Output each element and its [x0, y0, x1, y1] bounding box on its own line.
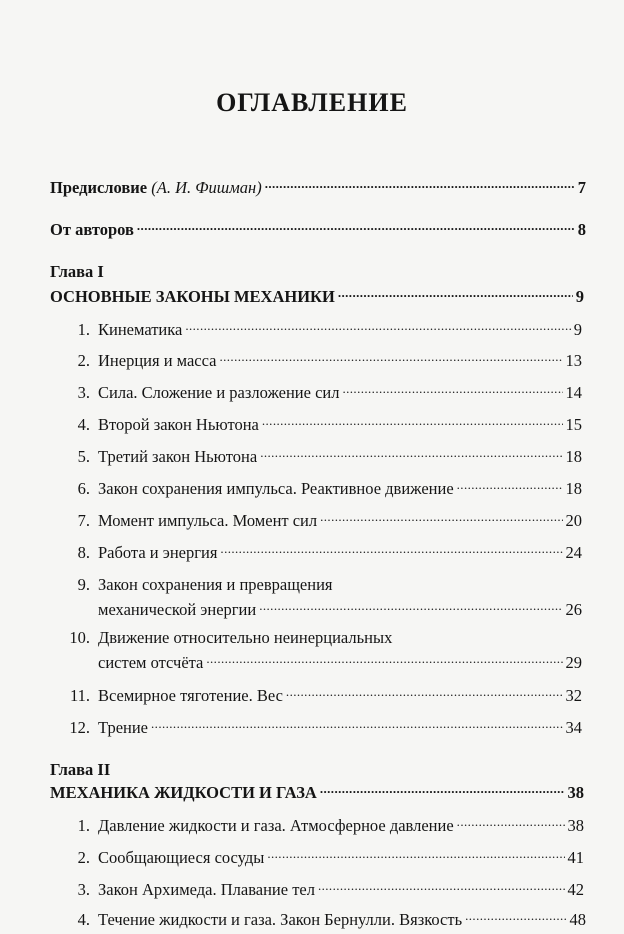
section-title-line1-wrap — [50, 575, 333, 594]
toc-page: 38 — [567, 816, 584, 835]
toc-page: 18 — [565, 447, 582, 466]
section-number: 8. — [77, 543, 90, 562]
leader-dots — [457, 475, 563, 494]
toc-entry-section[interactable] — [98, 596, 582, 619]
toc-page: 15 — [565, 415, 582, 434]
leader-dots — [320, 507, 562, 526]
section-number: 2. — [77, 848, 90, 867]
toc-page: 18 — [565, 479, 582, 498]
leader-dots — [219, 347, 562, 366]
page-title: ОГЛАВЛЕНИЕ — [216, 88, 408, 117]
toc-label: ОСНОВНЫЕ ЗАКОНЫ МЕХАНИКИ — [50, 287, 335, 306]
section-title: Третий закон Ньютона — [98, 447, 258, 466]
toc-label: МЕХАНИКА ЖИДКОСТИ И ГАЗА — [50, 783, 317, 802]
toc-page: 7 — [577, 178, 586, 197]
toc-entry-section[interactable] — [50, 714, 582, 737]
toc-page: 48 — [569, 910, 586, 929]
toc-label: От авторов — [50, 220, 134, 239]
leader-dots — [286, 682, 563, 701]
leader-dots — [465, 906, 566, 925]
toc-page: 26 — [565, 600, 582, 619]
leader-dots — [318, 876, 565, 895]
toc-entry-chapter-1[interactable] — [50, 283, 584, 306]
section-number: 4. — [77, 415, 90, 434]
section-title: Течение жидкости и газа. Закон Бернулли. Вязкость — [98, 910, 463, 929]
toc-label: Предисловие — [50, 178, 148, 197]
leader-dots — [262, 411, 563, 430]
toc-entry-section[interactable] — [50, 316, 582, 339]
toc-page: 32 — [565, 686, 582, 705]
section-number: 10. — [69, 628, 90, 647]
section-title: Момент импульса. Момент сил — [98, 511, 318, 530]
toc-page: 14 — [565, 383, 582, 402]
leader-dots — [260, 443, 562, 462]
toc-entry-section[interactable] — [50, 539, 582, 562]
chapter-label: Глава II — [50, 760, 111, 779]
toc-author: (А. И. Фишман) — [151, 178, 262, 197]
section-number: 9. — [77, 575, 90, 594]
section-title: Давление жидкости и газа. Атмосферное давление — [98, 816, 454, 835]
section-number: 7. — [77, 511, 90, 530]
toc-entry-section[interactable] — [50, 475, 582, 498]
section-title: Всемирное тяготение. Вес — [98, 686, 283, 705]
leader-dots — [265, 174, 575, 193]
toc-entry-preface[interactable] — [50, 174, 586, 197]
section-title-line1: Движение относительно неинерциальных — [98, 628, 393, 647]
section-number: 3. — [77, 383, 90, 402]
leader-dots — [338, 283, 573, 302]
leader-dots — [220, 539, 562, 558]
toc-entry-section[interactable] — [50, 844, 584, 867]
leader-dots — [320, 779, 565, 798]
section-title-line1: Закон сохранения и превращения — [98, 575, 333, 594]
toc-entry-section[interactable] — [98, 649, 582, 672]
section-number: 4. — [77, 910, 90, 929]
section-title-line1-wrap — [50, 628, 392, 647]
toc-page: 13 — [565, 351, 582, 370]
toc-entry-section[interactable] — [50, 682, 582, 705]
section-title: Закон Архимеда. Плавание тел — [98, 880, 315, 899]
section-number: 12. — [69, 718, 90, 737]
toc-page: 41 — [567, 848, 584, 867]
toc-entry-section[interactable] — [50, 906, 586, 929]
toc-page: 9 — [573, 320, 582, 339]
leader-dots — [185, 316, 570, 335]
leader-dots — [259, 596, 562, 615]
section-number: 6. — [77, 479, 90, 498]
chapter-label: Глава I — [50, 262, 104, 281]
leader-dots — [342, 379, 562, 398]
toc-entry-chapter-2[interactable] — [50, 779, 584, 802]
toc-entry-section[interactable] — [50, 812, 584, 835]
toc-entry-section[interactable] — [50, 411, 582, 434]
toc-page: 38 — [567, 783, 584, 802]
section-title: Инерция и масса — [98, 351, 217, 370]
section-number: 11. — [69, 686, 90, 705]
toc-entry-section[interactable] — [50, 379, 582, 402]
section-number: 1. — [77, 816, 90, 835]
section-number: 1. — [77, 320, 90, 339]
section-number: 2. — [77, 351, 90, 370]
toc-entry-section[interactable] — [50, 347, 582, 370]
section-title: механической энергии — [98, 600, 257, 619]
section-title: систем отсчёта — [98, 653, 204, 672]
toc-page: 8 — [577, 220, 586, 239]
leader-dots — [151, 714, 562, 733]
section-title: Второй закон Ньютона — [98, 415, 259, 434]
section-title: Сила. Сложение и разложение сил — [98, 383, 340, 402]
toc-page: 34 — [565, 718, 582, 737]
section-title: Трение — [98, 718, 149, 737]
toc-entry-from-authors[interactable] — [50, 216, 586, 239]
section-number: 3. — [77, 880, 90, 899]
leader-dots — [267, 844, 564, 863]
leader-dots — [137, 216, 575, 235]
section-title: Сообщающиеся сосуды — [98, 848, 265, 867]
toc-entry-section[interactable] — [50, 443, 582, 466]
leader-dots — [457, 812, 565, 831]
toc-page: 24 — [565, 543, 582, 562]
toc-entry-section[interactable] — [50, 876, 584, 899]
toc-page: 20 — [565, 511, 582, 530]
section-title: Работа и энергия — [98, 543, 218, 562]
section-title: Кинематика — [98, 320, 183, 339]
leader-dots — [206, 649, 562, 668]
section-number: 5. — [77, 447, 90, 466]
toc-page: 29 — [565, 653, 582, 672]
section-title: Закон сохранения импульса. Реактивное движение — [98, 479, 454, 498]
toc-page: 9 — [575, 287, 584, 306]
toc-page: 42 — [567, 880, 584, 899]
toc-entry-section[interactable] — [50, 507, 582, 530]
